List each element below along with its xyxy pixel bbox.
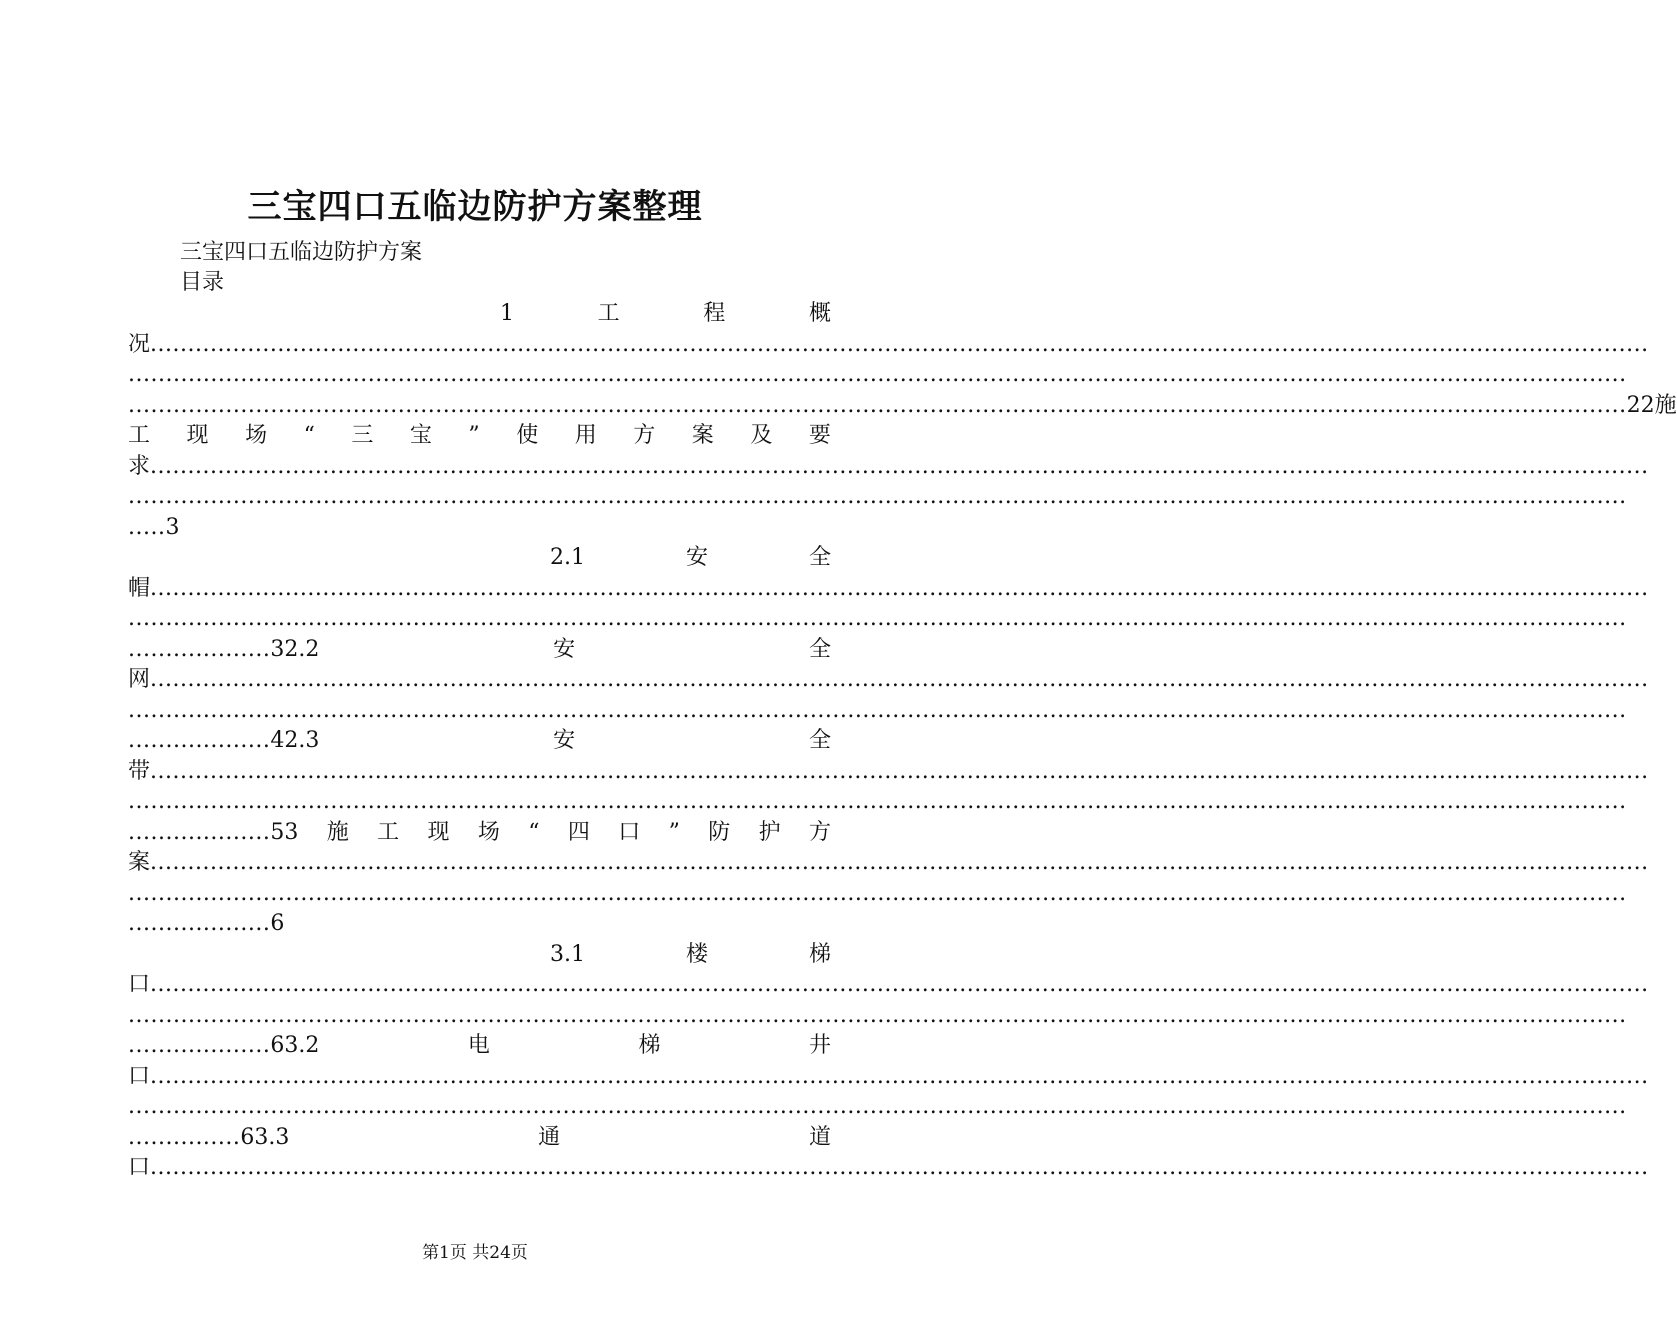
dot-leader: ............... xyxy=(128,1124,241,1150)
toc-line xyxy=(128,879,1627,910)
toc-line xyxy=(128,452,1649,483)
toc-text: 概 xyxy=(808,301,831,326)
page-number: 63.2 xyxy=(270,1033,320,1058)
toc-line xyxy=(128,787,1627,818)
toc-line xyxy=(128,330,1649,361)
toc-text: 安 xyxy=(553,636,576,662)
toc-line xyxy=(128,818,831,849)
dot-leader: ........................................................................................................................................................................................................ xyxy=(128,1002,1627,1028)
toc-text: 3.1 xyxy=(550,941,585,967)
toc-text: 场 xyxy=(245,423,268,448)
toc-text: ” xyxy=(668,819,680,845)
toc-text: 护 xyxy=(758,819,781,845)
toc-entry-start xyxy=(128,726,319,757)
toc-text: 口 xyxy=(618,819,641,845)
toc-line xyxy=(128,1092,1627,1123)
toc-text: 案 xyxy=(691,423,714,448)
toc-text: 口 xyxy=(128,1063,151,1089)
dot-leader: ........................................................................................................................................................................................................ xyxy=(128,362,1627,387)
dot-leader: ................... xyxy=(128,636,271,662)
toc-line xyxy=(128,543,831,574)
toc-text: 施 xyxy=(326,819,349,845)
dot-leader: ........................................................................................................................................................................................................ xyxy=(128,1094,1627,1119)
toc-line xyxy=(128,1031,831,1062)
page-number: 53 xyxy=(270,819,299,845)
toc-text: 梯 xyxy=(808,941,831,967)
toc-text: 2.1 xyxy=(550,545,585,570)
toc-text: 用 xyxy=(574,423,597,448)
toc-text: 井 xyxy=(808,1033,831,1058)
toc-text: 梯 xyxy=(638,1033,661,1058)
toc-text: ” xyxy=(468,423,480,448)
toc-text: 方 xyxy=(633,423,656,448)
toc-line xyxy=(128,299,831,330)
toc-text: 工 xyxy=(128,423,151,448)
toc-line xyxy=(128,574,1649,605)
toc-text: “ xyxy=(303,423,315,448)
toc-text: 求 xyxy=(128,453,151,479)
toc-text: 现 xyxy=(427,819,450,845)
toc-line xyxy=(128,970,1649,1001)
page-number: 63.3 xyxy=(240,1124,290,1150)
toc-line xyxy=(128,696,1627,727)
dot-leader: ........................................................................................................................................................................................................ xyxy=(128,392,1627,418)
toc-text: 全 xyxy=(808,636,831,662)
toc-text: 帽 xyxy=(128,575,151,601)
toc-line xyxy=(128,513,831,544)
toc-line xyxy=(128,1001,1627,1032)
toc-text: 全 xyxy=(808,545,831,570)
toc-line xyxy=(128,665,1649,696)
toc-text: 电 xyxy=(467,1033,490,1058)
dot-leader: ................... xyxy=(128,728,271,753)
dot-leader: ........................................................................................................................................................................................................ xyxy=(150,667,1649,692)
dot-leader: ................... xyxy=(128,911,271,936)
toc-heading: 目录 xyxy=(180,270,225,295)
toc-entry-start xyxy=(128,818,298,849)
dot-leader: ........................................................................................................................................................................................................ xyxy=(128,789,1627,814)
toc-text: 方 xyxy=(808,819,831,845)
toc-text: 况 xyxy=(128,331,151,357)
toc-text: 网 xyxy=(128,667,151,692)
toc-line xyxy=(128,1153,1649,1184)
toc-text: 安 xyxy=(553,728,576,753)
toc-line xyxy=(128,848,1649,879)
toc-line xyxy=(128,391,1677,422)
dot-leader: ........................................................................................................................................................................................................ xyxy=(128,606,1627,631)
dot-leader: ........................................................................................................................................................................................................ xyxy=(128,880,1627,906)
toc-text: 口 xyxy=(128,972,151,997)
toc-text: 1 xyxy=(500,301,514,326)
toc-text: 安 xyxy=(685,545,708,570)
dot-leader: ................... xyxy=(128,1033,271,1058)
toc-line xyxy=(128,940,831,971)
dot-leader: ........................................................................................................................................................................................................ xyxy=(150,758,1649,784)
toc-text: 要 xyxy=(808,423,831,448)
document-subtitle: 三宝四口五临边防护方案 xyxy=(180,240,423,265)
toc-text: 施 xyxy=(1654,392,1677,418)
dot-leader: ........................................................................................................................................................................................................ xyxy=(150,453,1649,479)
toc-text: 带 xyxy=(128,758,151,784)
dot-leader: ........................................................................................................................................................................................................ xyxy=(150,575,1649,601)
toc-text: 场 xyxy=(477,819,500,845)
toc-text: 三 xyxy=(351,423,374,448)
toc-entry-start xyxy=(128,1031,319,1062)
dot-leader: ........................................................................................................................................................................................................ xyxy=(150,331,1649,357)
dot-leader: ................... xyxy=(128,819,271,845)
document-title: 三宝四口五临边防护方案整理 xyxy=(247,187,703,227)
toc-line xyxy=(128,1062,1649,1093)
page-number: 3 xyxy=(165,514,180,540)
toc-line xyxy=(128,909,831,940)
toc-text: 工 xyxy=(597,301,620,326)
page-number: 42.3 xyxy=(270,728,320,753)
toc-text: 全 xyxy=(808,728,831,753)
dot-leader: ........................................................................................................................................................................................................ xyxy=(150,1155,1649,1180)
dot-leader: ........................................................................................................................................................................................................ xyxy=(150,1063,1649,1089)
toc-text: 案 xyxy=(128,850,151,875)
toc-line xyxy=(128,635,831,666)
toc-text: 楼 xyxy=(685,941,708,967)
page-number: 6 xyxy=(270,911,285,936)
page-number: 22 xyxy=(1626,392,1655,418)
toc-text: 宝 xyxy=(409,423,432,448)
dot-leader: ..... xyxy=(128,514,166,540)
dot-leader: ........................................................................................................................................................................................................ xyxy=(150,972,1649,997)
dot-leader: ........................................................................................................................................................................................................ xyxy=(128,484,1627,509)
toc-text: 现 xyxy=(186,423,209,448)
toc-entry-start xyxy=(128,1123,289,1154)
toc-line xyxy=(128,604,1627,635)
toc-text: 程 xyxy=(703,301,726,326)
toc-text: 四 xyxy=(567,819,590,845)
toc-text: 使 xyxy=(516,423,539,448)
table-of-contents xyxy=(128,299,1677,1184)
page-number: 32.2 xyxy=(270,636,320,662)
toc-entry-start xyxy=(128,635,319,666)
toc-text: 口 xyxy=(128,1155,151,1180)
toc-line xyxy=(128,757,1649,788)
page-footer: 第1页 共24页 xyxy=(422,1243,528,1263)
toc-text: 通 xyxy=(538,1124,561,1150)
toc-text: 工 xyxy=(377,819,400,845)
dot-leader: ........................................................................................................................................................................................................ xyxy=(150,850,1649,875)
toc-text: 道 xyxy=(808,1124,831,1150)
toc-text: “ xyxy=(528,819,540,845)
toc-line xyxy=(128,1123,831,1154)
dot-leader: ........................................................................................................................................................................................................ xyxy=(128,697,1627,723)
toc-text: 及 xyxy=(750,423,773,448)
toc-line xyxy=(128,421,831,452)
toc-line xyxy=(128,726,831,757)
toc-line xyxy=(128,482,1627,513)
toc-text: 防 xyxy=(708,819,731,845)
toc-line xyxy=(128,360,1627,391)
